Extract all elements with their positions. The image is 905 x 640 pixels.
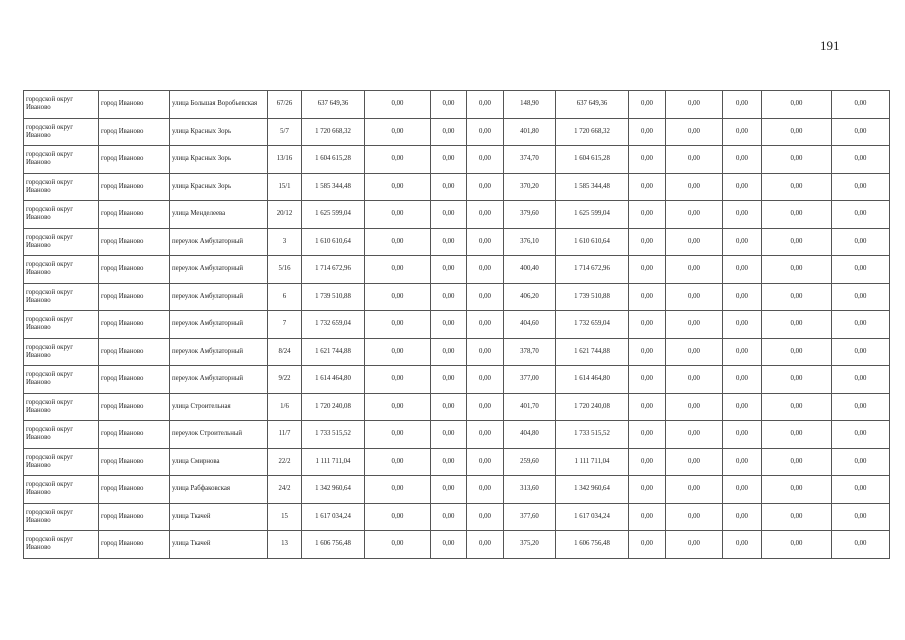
area-cell: 404,80 — [504, 421, 556, 449]
table-row — [24, 146, 890, 174]
street-cell: улица Ткачей — [170, 503, 268, 531]
col-13-cell: 0,00 — [723, 146, 762, 174]
col-14-cell: 0,00 — [762, 448, 832, 476]
house-number-cell: 13/16 — [268, 146, 302, 174]
col-13-cell: 0,00 — [723, 173, 762, 201]
area-cell: 400,40 — [504, 256, 556, 284]
total-cost-cell: 1 621 744,88 — [302, 338, 365, 366]
col-6-cell: 0,00 — [365, 91, 431, 119]
col-7-cell: 0,00 — [431, 146, 467, 174]
col-15-cell: 0,00 — [832, 311, 890, 339]
col-7-cell: 0,00 — [431, 91, 467, 119]
cost-cell: 1 614 464,80 — [556, 366, 629, 394]
municipality-cell: городской округ Иваново — [24, 531, 99, 559]
street-cell: переулок Амбулаторный — [170, 228, 268, 256]
col-6-cell: 0,00 — [365, 448, 431, 476]
col-14-cell: 0,00 — [762, 311, 832, 339]
col-14-cell: 0,00 — [762, 201, 832, 229]
col-15-cell: 0,00 — [832, 421, 890, 449]
col-15-cell: 0,00 — [832, 531, 890, 559]
col-13-cell: 0,00 — [723, 448, 762, 476]
col-11-cell: 0,00 — [629, 201, 666, 229]
col-12-cell: 0,00 — [666, 201, 723, 229]
table-row — [24, 476, 890, 504]
col-12-cell: 0,00 — [666, 421, 723, 449]
col-12-cell: 0,00 — [666, 91, 723, 119]
col-7-cell: 0,00 — [431, 201, 467, 229]
table-row — [24, 338, 890, 366]
col-12-cell: 0,00 — [666, 503, 723, 531]
area-cell: 379,60 — [504, 201, 556, 229]
col-15-cell: 0,00 — [832, 366, 890, 394]
cost-cell: 1 585 344,48 — [556, 173, 629, 201]
street-cell: переулок Амбулаторный — [170, 366, 268, 394]
col-14-cell: 0,00 — [762, 118, 832, 146]
table-row — [24, 118, 890, 146]
col-12-cell: 0,00 — [666, 448, 723, 476]
col-15-cell: 0,00 — [832, 173, 890, 201]
municipality-cell: городской округ Иваново — [24, 311, 99, 339]
cost-cell: 1 732 659,04 — [556, 311, 629, 339]
house-number-cell: 7 — [268, 311, 302, 339]
cost-cell: 1 714 672,96 — [556, 256, 629, 284]
col-15-cell: 0,00 — [832, 201, 890, 229]
street-cell: переулок Амбулаторный — [170, 283, 268, 311]
col-14-cell: 0,00 — [762, 421, 832, 449]
house-number-cell: 11/7 — [268, 421, 302, 449]
house-number-cell: 13 — [268, 531, 302, 559]
col-11-cell: 0,00 — [629, 476, 666, 504]
street-cell: улица Рабфаковская — [170, 476, 268, 504]
col-15-cell: 0,00 — [832, 393, 890, 421]
col-13-cell: 0,00 — [723, 311, 762, 339]
municipality-cell: городской округ Иваново — [24, 228, 99, 256]
col-15-cell: 0,00 — [832, 146, 890, 174]
area-cell: 377,60 — [504, 503, 556, 531]
municipality-cell: городской округ Иваново — [24, 91, 99, 119]
area-cell: 259,60 — [504, 448, 556, 476]
col-8-cell: 0,00 — [467, 228, 504, 256]
total-cost-cell: 1 714 672,96 — [302, 256, 365, 284]
house-number-cell: 24/2 — [268, 476, 302, 504]
table-row — [24, 201, 890, 229]
col-6-cell: 0,00 — [365, 421, 431, 449]
col-7-cell: 0,00 — [431, 283, 467, 311]
municipality-cell: городской округ Иваново — [24, 201, 99, 229]
col-6-cell: 0,00 — [365, 146, 431, 174]
total-cost-cell: 1 585 344,48 — [302, 173, 365, 201]
col-15-cell: 0,00 — [832, 503, 890, 531]
table-body — [24, 91, 890, 559]
col-14-cell: 0,00 — [762, 366, 832, 394]
table-row — [24, 256, 890, 284]
total-cost-cell: 1 732 659,04 — [302, 311, 365, 339]
locality-cell: город Иваново — [99, 448, 170, 476]
col-14-cell: 0,00 — [762, 393, 832, 421]
house-number-cell: 15 — [268, 503, 302, 531]
page-number: 191 — [820, 38, 840, 53]
col-13-cell: 0,00 — [723, 476, 762, 504]
street-cell: переулок Строительный — [170, 421, 268, 449]
area-cell: 148,90 — [504, 91, 556, 119]
col-13-cell: 0,00 — [723, 118, 762, 146]
col-12-cell: 0,00 — [666, 228, 723, 256]
table-row — [24, 393, 890, 421]
locality-cell: город Иваново — [99, 366, 170, 394]
total-cost-cell: 1 720 668,32 — [302, 118, 365, 146]
col-8-cell: 0,00 — [467, 118, 504, 146]
col-8-cell: 0,00 — [467, 256, 504, 284]
cost-cell: 1 610 610,64 — [556, 228, 629, 256]
locality-cell: город Иваново — [99, 91, 170, 119]
col-7-cell: 0,00 — [431, 476, 467, 504]
total-cost-cell: 1 733 515,52 — [302, 421, 365, 449]
col-14-cell: 0,00 — [762, 338, 832, 366]
col-6-cell: 0,00 — [365, 201, 431, 229]
col-11-cell: 0,00 — [629, 338, 666, 366]
col-7-cell: 0,00 — [431, 338, 467, 366]
total-cost-cell: 1 617 034,24 — [302, 503, 365, 531]
total-cost-cell: 1 610 610,64 — [302, 228, 365, 256]
municipality-cell: городской округ Иваново — [24, 338, 99, 366]
col-15-cell: 0,00 — [832, 256, 890, 284]
col-6-cell: 0,00 — [365, 393, 431, 421]
col-12-cell: 0,00 — [666, 476, 723, 504]
locality-cell: город Иваново — [99, 503, 170, 531]
street-cell: улица Красных Зорь — [170, 118, 268, 146]
col-13-cell: 0,00 — [723, 228, 762, 256]
col-6-cell: 0,00 — [365, 476, 431, 504]
cost-cell: 1 604 615,28 — [556, 146, 629, 174]
municipality-cell: городской округ Иваново — [24, 393, 99, 421]
col-8-cell: 0,00 — [467, 448, 504, 476]
area-cell: 401,80 — [504, 118, 556, 146]
col-8-cell: 0,00 — [467, 531, 504, 559]
total-cost-cell: 1 111 711,04 — [302, 448, 365, 476]
house-number-cell: 1/6 — [268, 393, 302, 421]
col-12-cell: 0,00 — [666, 366, 723, 394]
col-12-cell: 0,00 — [666, 173, 723, 201]
house-number-cell: 5/7 — [268, 118, 302, 146]
total-cost-cell: 1 614 464,80 — [302, 366, 365, 394]
col-11-cell: 0,00 — [629, 448, 666, 476]
table-row — [24, 448, 890, 476]
col-8-cell: 0,00 — [467, 503, 504, 531]
locality-cell: город Иваново — [99, 256, 170, 284]
col-14-cell: 0,00 — [762, 91, 832, 119]
municipality-cell: городской округ Иваново — [24, 503, 99, 531]
col-13-cell: 0,00 — [723, 338, 762, 366]
street-cell: улица Ткачей — [170, 531, 268, 559]
col-14-cell: 0,00 — [762, 283, 832, 311]
col-14-cell: 0,00 — [762, 173, 832, 201]
col-8-cell: 0,00 — [467, 91, 504, 119]
col-13-cell: 0,00 — [723, 503, 762, 531]
col-11-cell: 0,00 — [629, 366, 666, 394]
col-15-cell: 0,00 — [832, 91, 890, 119]
col-7-cell: 0,00 — [431, 366, 467, 394]
col-11-cell: 0,00 — [629, 256, 666, 284]
col-11-cell: 0,00 — [629, 531, 666, 559]
table-row — [24, 421, 890, 449]
col-12-cell: 0,00 — [666, 531, 723, 559]
col-7-cell: 0,00 — [431, 118, 467, 146]
col-8-cell: 0,00 — [467, 283, 504, 311]
col-7-cell: 0,00 — [431, 173, 467, 201]
col-11-cell: 0,00 — [629, 503, 666, 531]
area-cell: 313,60 — [504, 476, 556, 504]
col-14-cell: 0,00 — [762, 256, 832, 284]
col-14-cell: 0,00 — [762, 531, 832, 559]
col-13-cell: 0,00 — [723, 283, 762, 311]
col-7-cell: 0,00 — [431, 448, 467, 476]
col-6-cell: 0,00 — [365, 173, 431, 201]
col-8-cell: 0,00 — [467, 421, 504, 449]
municipality-cell: городской округ Иваново — [24, 421, 99, 449]
col-13-cell: 0,00 — [723, 393, 762, 421]
municipality-cell: городской округ Иваново — [24, 173, 99, 201]
col-15-cell: 0,00 — [832, 228, 890, 256]
area-cell: 370,20 — [504, 173, 556, 201]
locality-cell: город Иваново — [99, 201, 170, 229]
total-cost-cell: 1 739 510,88 — [302, 283, 365, 311]
cost-cell: 1 621 744,88 — [556, 338, 629, 366]
col-7-cell: 0,00 — [431, 421, 467, 449]
street-cell: улица Большая Воробьевская — [170, 91, 268, 119]
col-11-cell: 0,00 — [629, 118, 666, 146]
col-8-cell: 0,00 — [467, 393, 504, 421]
cost-cell: 1 617 034,24 — [556, 503, 629, 531]
col-12-cell: 0,00 — [666, 146, 723, 174]
col-14-cell: 0,00 — [762, 228, 832, 256]
col-6-cell: 0,00 — [365, 283, 431, 311]
col-6-cell: 0,00 — [365, 256, 431, 284]
house-number-cell: 6 — [268, 283, 302, 311]
municipality-cell: городской округ Иваново — [24, 256, 99, 284]
street-cell: улица Строительная — [170, 393, 268, 421]
area-cell: 377,00 — [504, 366, 556, 394]
house-number-cell: 5/16 — [268, 256, 302, 284]
locality-cell: город Иваново — [99, 118, 170, 146]
table-row — [24, 311, 890, 339]
locality-cell: город Иваново — [99, 421, 170, 449]
col-13-cell: 0,00 — [723, 366, 762, 394]
col-8-cell: 0,00 — [467, 311, 504, 339]
area-cell: 376,10 — [504, 228, 556, 256]
house-number-cell: 67/26 — [268, 91, 302, 119]
street-cell: переулок Амбулаторный — [170, 256, 268, 284]
locality-cell: город Иваново — [99, 146, 170, 174]
col-7-cell: 0,00 — [431, 311, 467, 339]
cost-cell: 1 625 599,04 — [556, 201, 629, 229]
col-12-cell: 0,00 — [666, 393, 723, 421]
cost-cell: 1 720 240,08 — [556, 393, 629, 421]
col-11-cell: 0,00 — [629, 311, 666, 339]
cost-cell: 637 649,36 — [556, 91, 629, 119]
table-row — [24, 173, 890, 201]
house-number-cell: 15/1 — [268, 173, 302, 201]
locality-cell: город Иваново — [99, 311, 170, 339]
col-6-cell: 0,00 — [365, 338, 431, 366]
col-14-cell: 0,00 — [762, 476, 832, 504]
col-15-cell: 0,00 — [832, 448, 890, 476]
col-15-cell: 0,00 — [832, 118, 890, 146]
col-11-cell: 0,00 — [629, 228, 666, 256]
municipality-cell: городской округ Иваново — [24, 118, 99, 146]
street-cell: улица Красных Зорь — [170, 146, 268, 174]
col-13-cell: 0,00 — [723, 256, 762, 284]
area-cell: 375,20 — [504, 531, 556, 559]
col-8-cell: 0,00 — [467, 201, 504, 229]
col-8-cell: 0,00 — [467, 173, 504, 201]
table-row — [24, 228, 890, 256]
col-6-cell: 0,00 — [365, 366, 431, 394]
table-row — [24, 91, 890, 119]
col-13-cell: 0,00 — [723, 421, 762, 449]
col-12-cell: 0,00 — [666, 283, 723, 311]
area-cell: 378,70 — [504, 338, 556, 366]
col-7-cell: 0,00 — [431, 256, 467, 284]
house-number-cell: 9/22 — [268, 366, 302, 394]
table-row — [24, 366, 890, 394]
municipality-cell: городской округ Иваново — [24, 283, 99, 311]
col-14-cell: 0,00 — [762, 146, 832, 174]
total-cost-cell: 637 649,36 — [302, 91, 365, 119]
col-11-cell: 0,00 — [629, 173, 666, 201]
locality-cell: город Иваново — [99, 531, 170, 559]
municipality-cell: городской округ Иваново — [24, 366, 99, 394]
cost-cell: 1 342 960,64 — [556, 476, 629, 504]
house-number-cell: 3 — [268, 228, 302, 256]
col-7-cell: 0,00 — [431, 393, 467, 421]
col-8-cell: 0,00 — [467, 476, 504, 504]
municipality-cell: городской округ Иваново — [24, 476, 99, 504]
col-11-cell: 0,00 — [629, 91, 666, 119]
locality-cell: город Иваново — [99, 228, 170, 256]
street-cell: улица Менделеева — [170, 201, 268, 229]
table-row — [24, 503, 890, 531]
col-15-cell: 0,00 — [832, 338, 890, 366]
data-table — [23, 90, 890, 559]
col-12-cell: 0,00 — [666, 256, 723, 284]
street-cell: переулок Амбулаторный — [170, 311, 268, 339]
col-8-cell: 0,00 — [467, 146, 504, 174]
col-7-cell: 0,00 — [431, 531, 467, 559]
area-cell: 374,70 — [504, 146, 556, 174]
col-12-cell: 0,00 — [666, 311, 723, 339]
col-6-cell: 0,00 — [365, 503, 431, 531]
area-cell: 406,20 — [504, 283, 556, 311]
col-13-cell: 0,00 — [723, 91, 762, 119]
col-15-cell: 0,00 — [832, 476, 890, 504]
col-13-cell: 0,00 — [723, 201, 762, 229]
col-12-cell: 0,00 — [666, 118, 723, 146]
area-cell: 401,70 — [504, 393, 556, 421]
col-6-cell: 0,00 — [365, 311, 431, 339]
locality-cell: город Иваново — [99, 476, 170, 504]
total-cost-cell: 1 606 756,48 — [302, 531, 365, 559]
col-15-cell: 0,00 — [832, 283, 890, 311]
cost-cell: 1 720 668,32 — [556, 118, 629, 146]
street-cell: переулок Амбулаторный — [170, 338, 268, 366]
table-row — [24, 283, 890, 311]
house-number-cell: 22/2 — [268, 448, 302, 476]
locality-cell: город Иваново — [99, 283, 170, 311]
col-7-cell: 0,00 — [431, 503, 467, 531]
total-cost-cell: 1 625 599,04 — [302, 201, 365, 229]
locality-cell: город Иваново — [99, 173, 170, 201]
col-11-cell: 0,00 — [629, 283, 666, 311]
cost-cell: 1 739 510,88 — [556, 283, 629, 311]
col-6-cell: 0,00 — [365, 228, 431, 256]
municipality-cell: городской округ Иваново — [24, 448, 99, 476]
col-11-cell: 0,00 — [629, 146, 666, 174]
house-number-cell: 8/24 — [268, 338, 302, 366]
house-number-cell: 20/12 — [268, 201, 302, 229]
total-cost-cell: 1 604 615,28 — [302, 146, 365, 174]
col-11-cell: 0,00 — [629, 421, 666, 449]
col-11-cell: 0,00 — [629, 393, 666, 421]
cost-cell: 1 111 711,04 — [556, 448, 629, 476]
col-13-cell: 0,00 — [723, 531, 762, 559]
total-cost-cell: 1 342 960,64 — [302, 476, 365, 504]
locality-cell: город Иваново — [99, 338, 170, 366]
street-cell: улица Смирнова — [170, 448, 268, 476]
total-cost-cell: 1 720 240,08 — [302, 393, 365, 421]
col-8-cell: 0,00 — [467, 338, 504, 366]
area-cell: 404,60 — [504, 311, 556, 339]
cost-cell: 1 733 515,52 — [556, 421, 629, 449]
col-12-cell: 0,00 — [666, 338, 723, 366]
locality-cell: город Иваново — [99, 393, 170, 421]
col-6-cell: 0,00 — [365, 531, 431, 559]
municipality-cell: городской округ Иваново — [24, 146, 99, 174]
cost-cell: 1 606 756,48 — [556, 531, 629, 559]
col-14-cell: 0,00 — [762, 503, 832, 531]
col-7-cell: 0,00 — [431, 228, 467, 256]
col-6-cell: 0,00 — [365, 118, 431, 146]
street-cell: улица Красных Зорь — [170, 173, 268, 201]
table-row — [24, 531, 890, 559]
col-8-cell: 0,00 — [467, 366, 504, 394]
